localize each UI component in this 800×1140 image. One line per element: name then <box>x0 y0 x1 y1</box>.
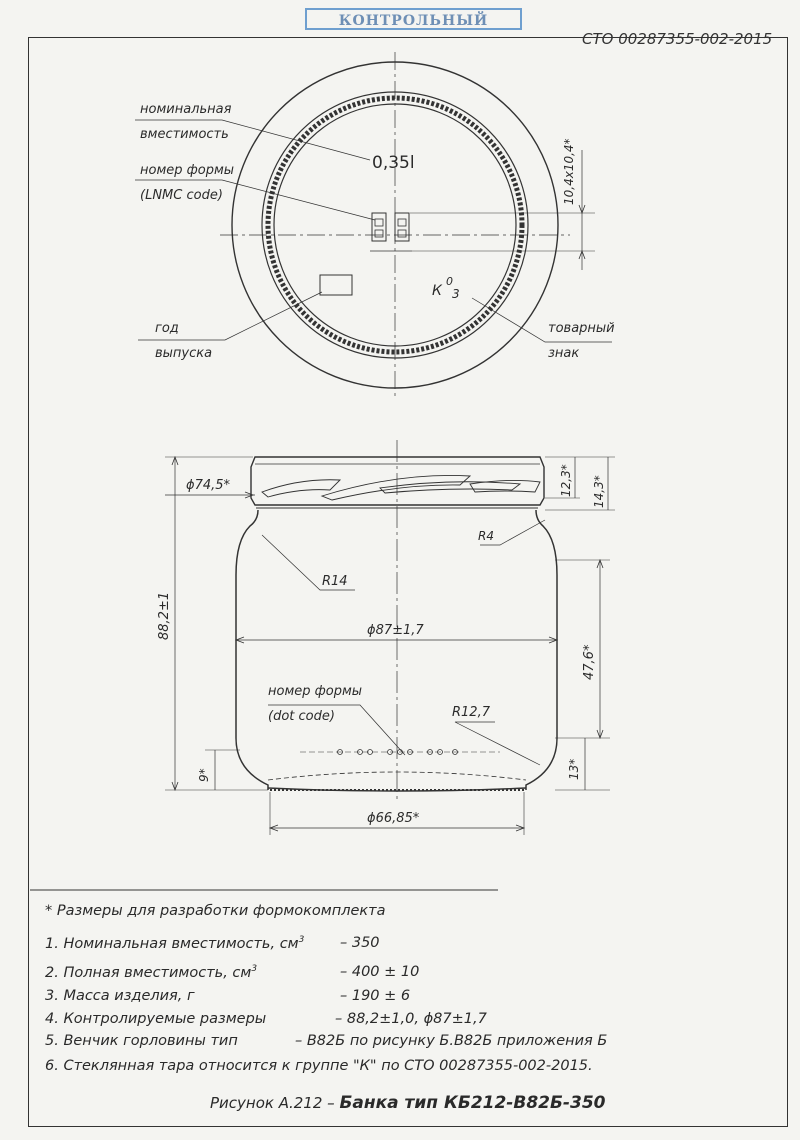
note-value-5: – В82Б по рисунку Б.В82Б приложения Б <box>295 1033 608 1049</box>
dim-total-height: 88,2±1 <box>157 591 172 640</box>
note-item-2: 2. Полная вместимость, $см^3$ <box>45 964 258 981</box>
label-form-number-1: номер формы <box>140 163 235 178</box>
caption-title: Банка тип КБ212-В82Б-350 <box>339 1093 606 1113</box>
trademark-digit-3: 3 <box>452 287 460 301</box>
figure-caption <box>210 1093 605 1113</box>
radius-r12-7: R12,7 <box>452 705 490 720</box>
label-year-1: год <box>155 321 179 336</box>
dim-finish-diameter: ϕ74,5* <box>186 478 231 493</box>
note-item-4: 4. Контролируемые размеры <box>45 1011 267 1027</box>
standard-number: СТО 00287355-002-2015 <box>582 30 773 48</box>
capacity-value: 0,35l <box>372 153 415 173</box>
trademark-digit-0: 0 <box>446 275 453 288</box>
dim-9: 9* <box>197 768 211 782</box>
label-dot-code-1: номер формы <box>268 684 363 699</box>
label-capacity-1: номинальная <box>140 102 232 117</box>
radius-r4: R4 <box>478 529 494 543</box>
trademark-symbol: К <box>432 283 442 299</box>
label-capacity-2: вместимость <box>140 127 229 142</box>
label-trademark-1: товарный <box>548 321 615 336</box>
note-item-6: 6. Стеклянная тара относится к группе "К" по СТО 00287355-002-2015. <box>45 1058 593 1074</box>
note-item-5: 5. Венчик горловины тип <box>45 1033 238 1049</box>
radius-r14: R14 <box>322 574 348 589</box>
note-value-1: – 350 <box>340 935 380 951</box>
dim-12-3: 12,3* <box>559 464 573 497</box>
dim-base-diameter: ϕ66,85* <box>367 811 420 826</box>
notes-header: * Размеры для разработки формокомплекта <box>45 903 386 919</box>
note-value-2: – 400 ± 10 <box>340 964 420 980</box>
caption-prefix: Рисунок А.212 – <box>210 1094 340 1112</box>
label-year-2: выпуска <box>155 346 213 361</box>
dim-height-top: 10,4х10,4* <box>562 138 576 205</box>
dim-13: 13* <box>567 758 581 780</box>
label-trademark-2: знак <box>548 346 580 361</box>
note-value-4: – 88,2±1,0, ϕ87±1,7 <box>335 1011 487 1027</box>
label-form-number-2: (LNMC code) <box>140 188 223 203</box>
dim-14-3: 14,3* <box>592 475 606 508</box>
dim-body-diameter: ϕ87±1,7 <box>367 623 424 638</box>
control-stamp: КОНТРОЛЬНЫЙ <box>305 8 522 30</box>
note-value-3: – 190 ± 6 <box>340 988 411 1004</box>
note-item-1: 1. Номинальная вместимость, $см^3$ <box>45 935 305 952</box>
dim-47-6: 47,6* <box>582 644 597 680</box>
note-item-3: 3. Масса изделия, г <box>45 988 195 1004</box>
label-dot-code-2: (dot code) <box>268 709 335 724</box>
